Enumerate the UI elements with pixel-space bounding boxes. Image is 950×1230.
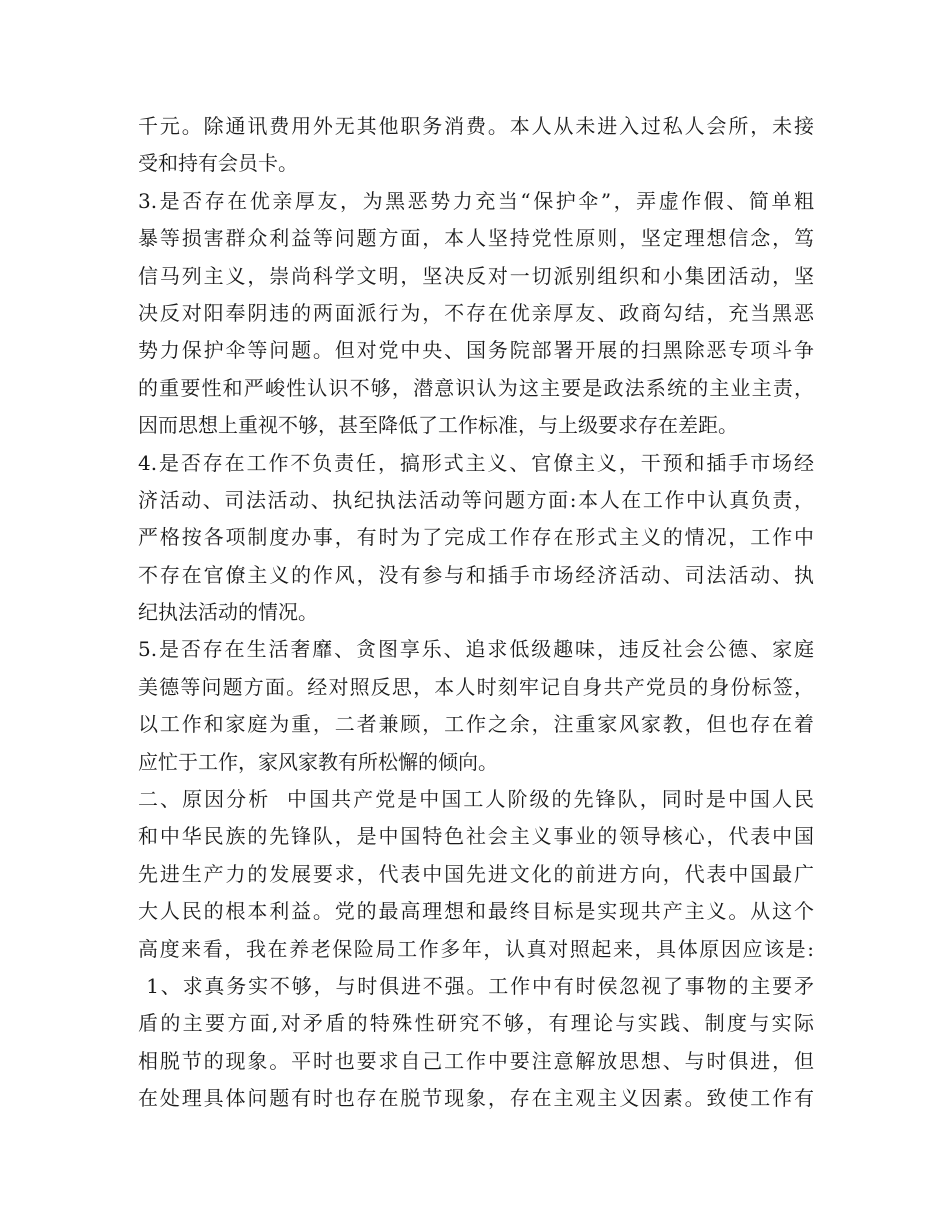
paragraph-continuation — [138, 108, 814, 183]
text-line: 应忙于工作，家风家教有所松懈的倾向。 — [138, 749, 498, 774]
paragraph-item-5 — [138, 631, 814, 781]
text-line: 美德等问题方面。经对照反思，本人时刻牢记自身共产党员的身份标签， — [138, 674, 814, 699]
text-line: 纪执法活动的情况。 — [138, 600, 318, 625]
text-line: 在处理具体问题有时也存在脱节现象，存在主观主义因素。致使工作有 — [138, 1086, 814, 1111]
text-line: 信马列主义，崇尚科学文明，坚决反对一切派别组织和小集团活动，坚 — [138, 263, 814, 288]
text-line: 严格按各项制度办事，有时为了完成工作存在形式主义的情况，工作中 — [138, 525, 814, 550]
text-line: 1、求真务实不够，与时俱进不强。工作中有时侯忽视了事物的主要矛 — [138, 973, 814, 998]
paragraph-item-4 — [138, 445, 814, 632]
text-line: 不存在官僚主义的作风，没有参与和插手市场经济活动、司法活动、执 — [138, 562, 814, 587]
text-line: 济活动、司法活动、执纪执法活动等问题方面:本人在工作中认真负责， — [138, 487, 814, 512]
text-line: 先进生产力的发展要求，代表中国先进文化的前进方向，代表中国最广 — [138, 861, 814, 886]
text-line: 盾的主要方面,对矛盾的特殊性研究不够，有理论与实践、制度与实际 — [138, 1011, 814, 1036]
text-line: 决反对阳奉阴违的两面派行为，不存在优亲厚友、政商勾结，充当黑恶 — [138, 300, 814, 325]
text-line: 大人民的根本利益。党的最高理想和最终目标是实现共产主义。从这个 — [138, 899, 814, 924]
text-line: 千元。除通讯费用外无其他职务消费。本人从未进入过私人会所，未接 — [138, 114, 814, 138]
text-line: 4.是否存在工作不负责任，搞形式主义、官僚主义，干预和插手市场经 — [138, 450, 814, 475]
paragraph-section-2 — [138, 781, 814, 968]
text-line: 和中华民族的先锋队，是中国特色社会主义事业的领导核心，代表中国 — [138, 824, 814, 849]
text-line: 受和持有会员卡。 — [138, 151, 298, 176]
text-line: 以工作和家庭为重，二者兼顾，工作之余，注重家风家教，但也存在着 — [138, 712, 814, 737]
text-line: 相脱节的现象。平时也要求自己工作中要注意解放思想、与时俱进，但 — [138, 1048, 814, 1073]
paragraph-reason-1 — [138, 968, 814, 1118]
text-line: 3.是否存在优亲厚友，为黑恶势力充当“保护伞”，弄虚作假、简单粗 — [138, 188, 814, 213]
text-line: 的重要性和严峻性认识不够，潜意识认为这主要是政法系统的主业主责， — [138, 375, 814, 400]
text-line: 高度来看，我在养老保险局工作多年，认真对照起来，具体原因应该是: — [138, 936, 814, 961]
document-body — [138, 108, 814, 1118]
text-line: 势力保护伞等问题。但对党中央、国务院部署开展的扫黑除恶专项斗争 — [138, 338, 814, 363]
paragraph-item-3 — [138, 183, 814, 445]
text-line: 5.是否存在生活奢靡、贪图享乐、追求低级趣味，违反社会公德、家庭 — [138, 637, 814, 662]
text-line: 因而思想上重视不够，甚至降低了工作标准，与上级要求存在差距。 — [138, 413, 738, 438]
text-line: 二、原因分析 中国共产党是中国工人阶级的先锋队，同时是中国人民 — [138, 787, 814, 812]
text-line: 暴等损害群众利益等问题方面，本人坚持党性原则，坚定理想信念，笃 — [138, 226, 814, 251]
